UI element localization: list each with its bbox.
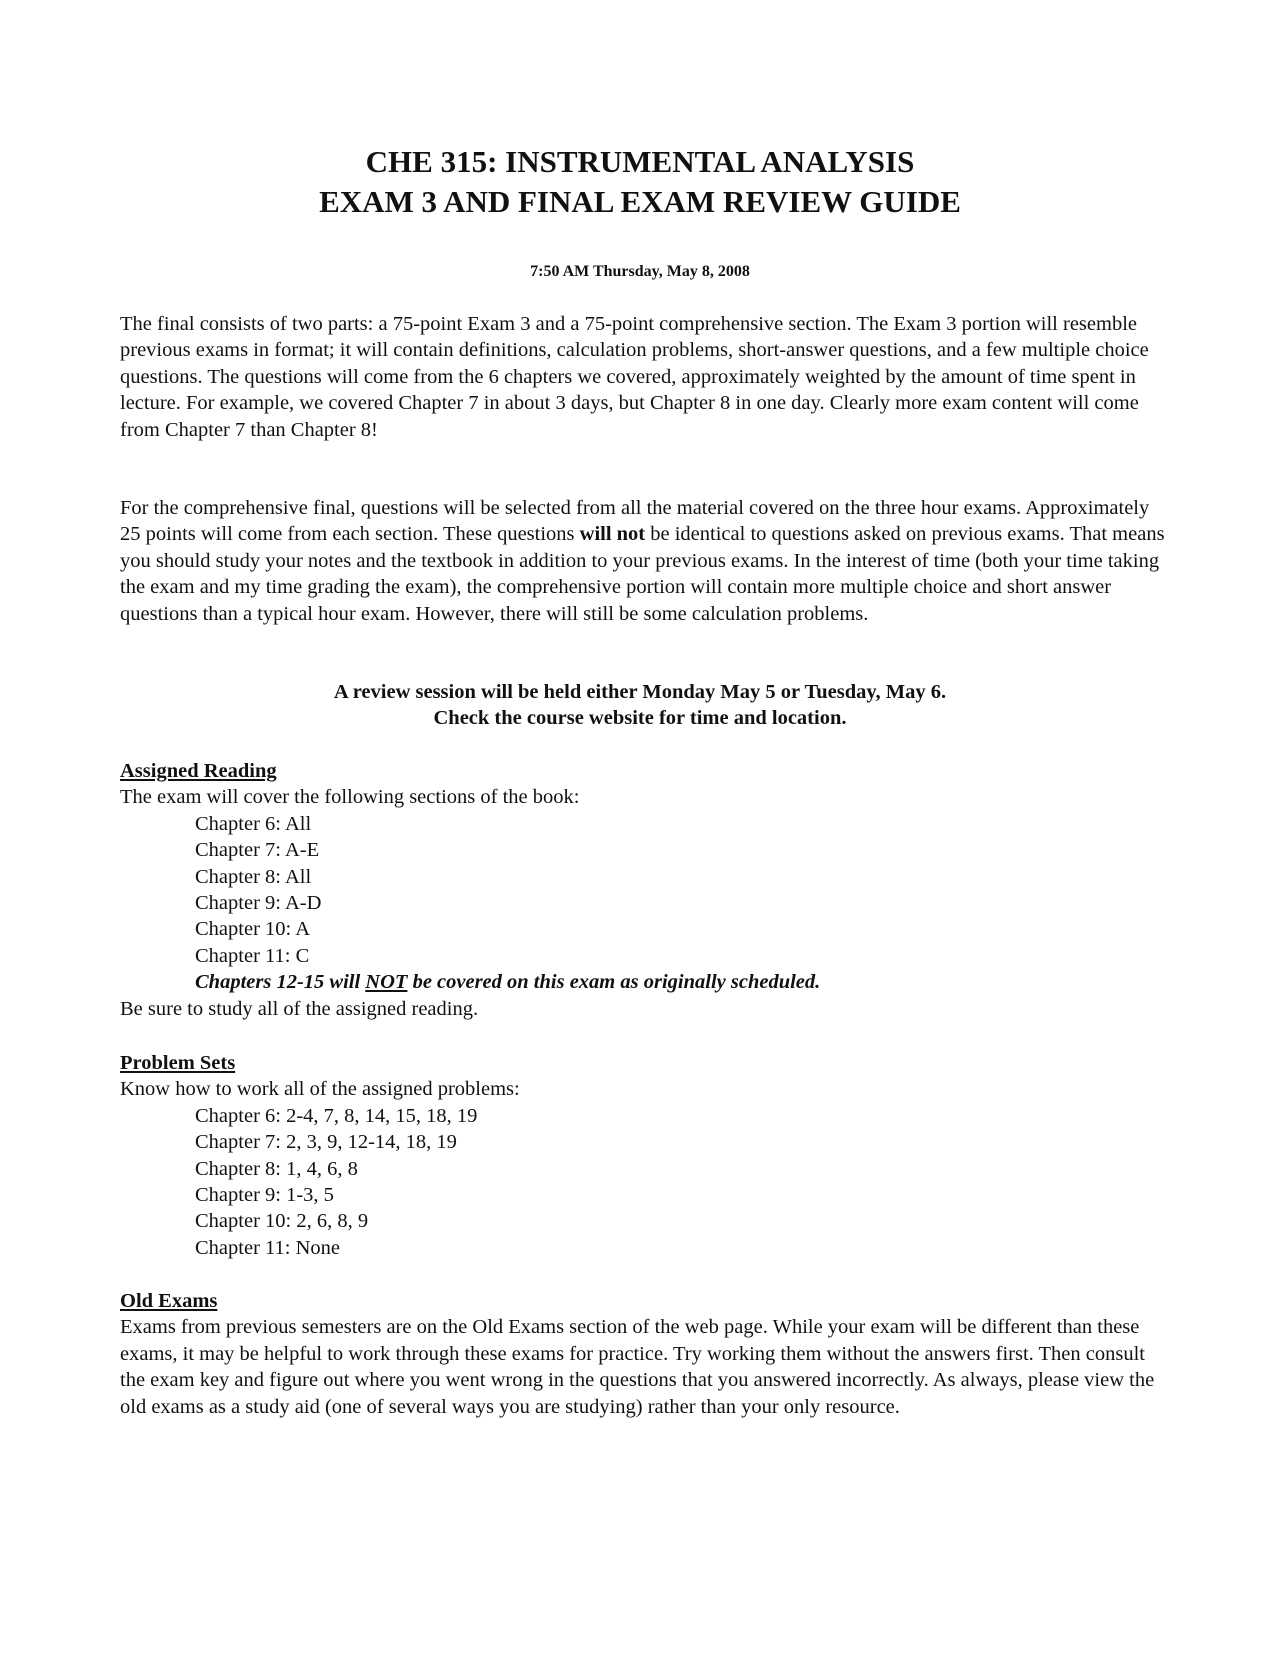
review-session-notice (0, 679, 1280, 732)
note-before: Chapters 12-15 will (195, 971, 366, 994)
problem-item: Chapter 7: 2, 3, 9, 12-14, 18, 19 (195, 1131, 457, 1154)
reading-item: Chapter 7: A-E (195, 839, 320, 862)
problem-sets-heading: Problem Sets (120, 1052, 236, 1074)
title-line-2: EXAM 3 AND FINAL EXAM REVIEW GUIDE (319, 184, 961, 219)
review-session-line-1: A review session will be held either Monday May 5 or Tuesday, May 6. (333, 681, 947, 703)
paragraph-exam-format: The final consists of two parts: a 75-point Exam 3 and a 75-point comprehensive section. The Exam 3 portion will resemble previous exams in format; it will contain definitions, calculation problems, short-answer questions, and a few multiple choice questions. The questions will come from the 6 chapters we covered, approximately weighted by the amount of time spent in lecture. For example, we covered Chapter 7 in about 3 days, but Chapter 8 in one day. Clearly more exam content will come from Chapter 7 than Chapter 8! (120, 313, 1149, 441)
title-line-1: CHE 315: INSTRUMENTAL ANALYSIS (365, 144, 915, 179)
reading-item: Chapter 10: A (195, 918, 311, 941)
reading-exclusion-note (120, 969, 1170, 995)
reading-item: Chapter 8: All (195, 865, 312, 888)
section-assigned-reading (120, 758, 1170, 1022)
section-problem-sets (120, 1050, 1170, 1261)
review-session-line-2: Check the course website for time and location. (433, 707, 847, 730)
old-exams-heading: Old Exams (120, 1290, 218, 1312)
paragraph-comprehensive-before: For the comprehensive final, questions will be selected from all the material covered on the three hour exams. Approximately 25 points will come from each section. These questions (120, 497, 1150, 546)
problem-item: Chapter 10: 2, 6, 8, 9 (195, 1210, 369, 1233)
reading-item: Chapter 6: All (195, 812, 312, 835)
paragraph-comprehensive-emphasis: will not (579, 523, 646, 546)
note-underlined: NOT (365, 971, 408, 994)
paragraph-comprehensive-after: be identical to questions asked on previous exams. That means you should study your notes and the textbook in addition to your previous exams. In the interest of time (both your time taking the exam and my time grading the exam), the comprehensive portion will contain more multiple choice and short answer questions than a typical hour exam. However, there will still be some calculation problems. (120, 523, 1165, 625)
assigned-reading-intro: The exam will cover the following sections of the book: (120, 786, 580, 809)
problem-item: Chapter 8: 1, 4, 6, 8 (195, 1157, 358, 1180)
document-title (0, 142, 1280, 222)
old-exams-text: Exams from previous semesters are on the Old Exams section of the web page. While your exam will be different than these exams, it may be helpful to work through these exams for practice. Try working them without the answers first. Then consult the exam key and figure out where you went wrong in the questions that you answered incorrectly. As always, please view the old exams as a study aid (one of several ways you are studying) rather than your only resource. (120, 1316, 1155, 1418)
paragraph-comprehensive (120, 495, 1170, 627)
problem-item: Chapter 6: 2-4, 7, 8, 14, 15, 18, 19 (195, 1104, 478, 1127)
exam-date: 7:50 AM Thursday, May 8, 2008 (530, 263, 750, 280)
assigned-reading-heading: Assigned Reading (120, 760, 277, 782)
assigned-reading-closing: Be sure to study all of the assigned reading. (120, 997, 479, 1020)
problem-item: Chapter 9: 1-3, 5 (195, 1184, 334, 1207)
problem-sets-intro: Know how to work all of the assigned problems: (120, 1078, 520, 1101)
section-old-exams (120, 1288, 1170, 1420)
problem-item: Chapter 11: None (195, 1236, 340, 1259)
reading-item: Chapter 9: A-D (195, 892, 322, 915)
note-after: be covered on this exam as originally scheduled. (407, 971, 821, 994)
reading-item: Chapter 11: C (195, 944, 310, 967)
